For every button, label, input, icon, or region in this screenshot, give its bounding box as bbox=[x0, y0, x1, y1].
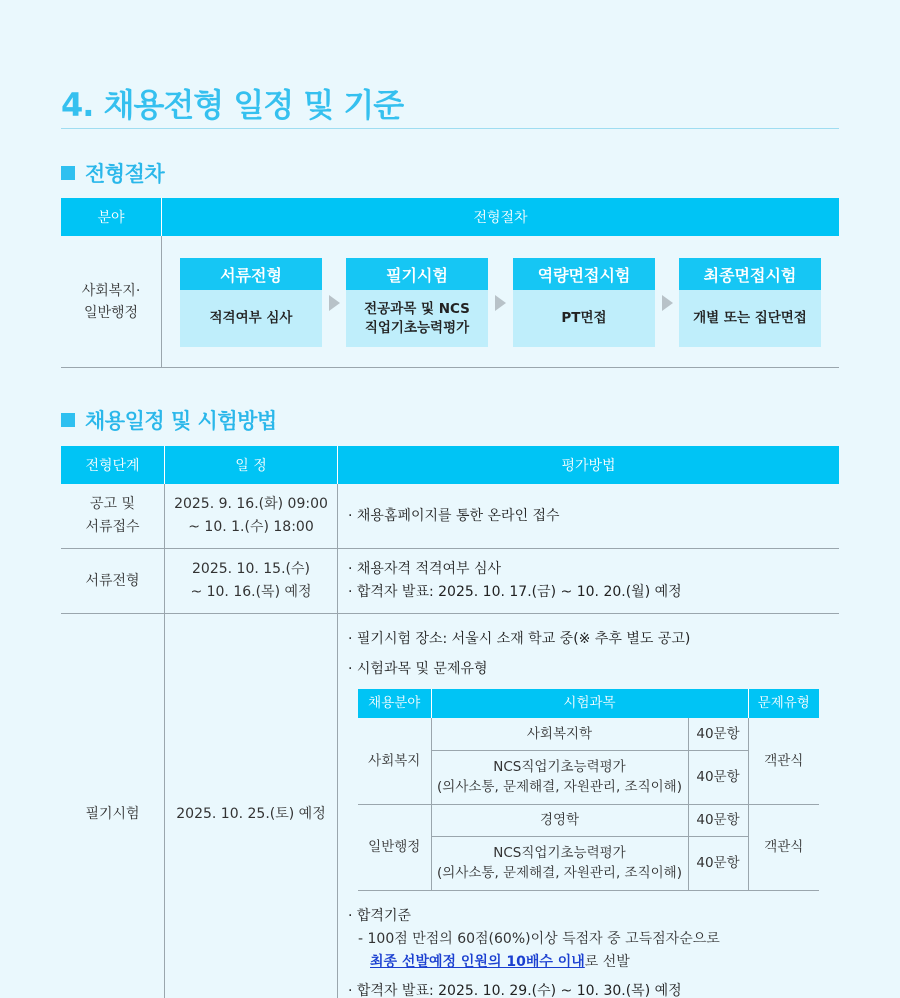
step-desc-line: 전공과목 및 NCS bbox=[364, 300, 470, 317]
count-cell: 40문항 bbox=[688, 836, 748, 890]
date-line: 2025. 10. 15.(수) bbox=[192, 561, 310, 577]
subject-line: (의사소통, 문제해결, 자원관리, 조직이해) bbox=[437, 779, 682, 795]
stage-cell bbox=[61, 484, 165, 548]
subject-line: (의사소통, 문제해결, 자원관리, 조직이해) bbox=[437, 865, 682, 881]
header-schedule: 일 정 bbox=[165, 446, 338, 484]
page-title: 4. 채용전형 일정 및 기준 bbox=[61, 86, 404, 124]
square-bullet-icon bbox=[61, 413, 75, 427]
step-title: 역량면접시험 bbox=[513, 258, 655, 290]
square-bullet-icon bbox=[61, 166, 75, 180]
step-document-screening bbox=[180, 258, 322, 347]
step-desc bbox=[180, 290, 322, 347]
stage-cell bbox=[61, 549, 165, 613]
table-row bbox=[358, 718, 819, 750]
header-field: 분야 bbox=[61, 198, 162, 236]
subject-cell: 사회복지학 bbox=[431, 718, 688, 750]
step-desc bbox=[679, 290, 821, 347]
step-competency-interview bbox=[513, 258, 655, 347]
inner-header-type: 문제유형 bbox=[748, 689, 819, 718]
date-line: ~ 10. 1.(수) 18:00 bbox=[188, 519, 314, 535]
count-cell: 40문항 bbox=[688, 750, 748, 804]
arrow-right-icon bbox=[495, 295, 506, 311]
count-cell: 40문항 bbox=[688, 804, 748, 836]
inner-header-row bbox=[358, 689, 819, 718]
criteria-label: · 합격기준 bbox=[348, 907, 411, 924]
step-title: 최종면접시험 bbox=[679, 258, 821, 290]
field-cell bbox=[61, 236, 162, 367]
method-line: · 합격자 발표: 2025. 10. 17.(금) ~ 10. 20.(월) 예정 bbox=[348, 584, 682, 600]
method-line: · 채용홈페이지를 통한 온라인 접수 bbox=[348, 507, 560, 524]
stage-line: 필기시험 bbox=[85, 805, 140, 822]
section-heading-schedule bbox=[61, 405, 277, 435]
subject-line: NCS직업기초능력평가 bbox=[493, 845, 626, 861]
subject-line: NCS직업기초능력평가 bbox=[493, 759, 626, 775]
method-cell bbox=[338, 484, 839, 548]
process-steps bbox=[162, 236, 839, 367]
arrow-right-icon bbox=[662, 295, 673, 311]
method-line: · 필기시험 장소: 서울시 소재 학교 중(※ 추후 별도 공고) bbox=[348, 631, 691, 647]
process-table-header bbox=[61, 198, 839, 236]
section-heading-text: 채용일정 및 시험방법 bbox=[85, 409, 277, 433]
method-cell bbox=[338, 614, 839, 998]
process-table bbox=[61, 198, 839, 368]
exam-subjects-table bbox=[358, 689, 819, 891]
stage-cell bbox=[61, 614, 165, 998]
schedule-cell bbox=[165, 549, 338, 613]
criteria-line bbox=[348, 951, 839, 974]
subject-cell: 경영학 bbox=[431, 804, 688, 836]
step-desc-line: 적격여부 심사 bbox=[209, 310, 293, 326]
step-desc bbox=[346, 290, 488, 347]
schedule-table-header bbox=[61, 446, 839, 484]
inner-header-field: 채용분야 bbox=[358, 689, 431, 718]
step-desc bbox=[513, 290, 655, 347]
date-line: 2025. 9. 16.(화) 09:00 bbox=[174, 496, 328, 512]
field-cell: 일반행정 bbox=[358, 804, 431, 890]
criteria-line: - 100점 만점의 60점(60%)이상 득점자 중 고득점자순으로 bbox=[358, 930, 720, 947]
field-line: 사회복지· bbox=[81, 282, 141, 299]
inner-header-subject: 시험과목 bbox=[431, 689, 748, 718]
criteria-highlight: 최종 선발예정 인원의 10배수 이내 bbox=[370, 953, 585, 970]
stage-line: 서류전형 bbox=[85, 572, 140, 589]
table-row bbox=[358, 804, 819, 836]
count-cell: 40문항 bbox=[688, 718, 748, 750]
subject-cell bbox=[431, 836, 688, 890]
method-line: · 시험과목 및 문제유형 bbox=[348, 661, 488, 677]
header-process: 전형절차 bbox=[473, 210, 528, 226]
stage-line: 서류접수 bbox=[85, 519, 140, 535]
table-row bbox=[61, 484, 839, 549]
header-method: 평가방법 bbox=[561, 458, 616, 474]
step-desc-line: 개별 또는 집단면접 bbox=[693, 310, 807, 326]
table-row bbox=[61, 614, 839, 998]
type-cell: 객관식 bbox=[748, 804, 819, 890]
step-desc-line: 직업기초능력평가 bbox=[364, 319, 470, 336]
step-final-interview bbox=[679, 258, 821, 347]
step-desc-line: PT면접 bbox=[561, 310, 607, 326]
header-stage: 전형단계 bbox=[61, 446, 165, 484]
stage-line: 공고 및 bbox=[89, 496, 136, 512]
type-cell: 객관식 bbox=[748, 718, 819, 804]
schedule-cell bbox=[165, 484, 338, 548]
method-line: · 채용자격 적격여부 심사 bbox=[348, 561, 502, 577]
field-line: 일반행정 bbox=[83, 304, 139, 321]
criteria-tail: 로 선발 bbox=[584, 953, 630, 970]
step-title: 필기시험 bbox=[346, 258, 488, 290]
arrow-right-icon bbox=[329, 295, 340, 311]
step-title: 서류전형 bbox=[180, 258, 322, 290]
schedule-cell bbox=[165, 614, 338, 998]
step-written-exam bbox=[346, 258, 488, 347]
section-heading-process bbox=[61, 158, 164, 188]
process-table-row bbox=[61, 236, 839, 368]
pass-criteria bbox=[348, 905, 839, 998]
date-line: ~ 10. 16.(목) 예정 bbox=[190, 584, 312, 600]
title-divider bbox=[61, 128, 839, 129]
subject-cell bbox=[431, 750, 688, 804]
announce-line: · 합격자 발표: 2025. 10. 29.(수) ~ 10. 30.(목) 예정 bbox=[348, 982, 682, 998]
table-row bbox=[61, 549, 839, 614]
section-heading-text: 전형절차 bbox=[85, 162, 165, 186]
method-cell bbox=[338, 549, 839, 613]
schedule-table bbox=[61, 446, 839, 998]
date-line: 2025. 10. 25.(토) 예정 bbox=[176, 805, 326, 822]
field-cell: 사회복지 bbox=[358, 718, 431, 804]
